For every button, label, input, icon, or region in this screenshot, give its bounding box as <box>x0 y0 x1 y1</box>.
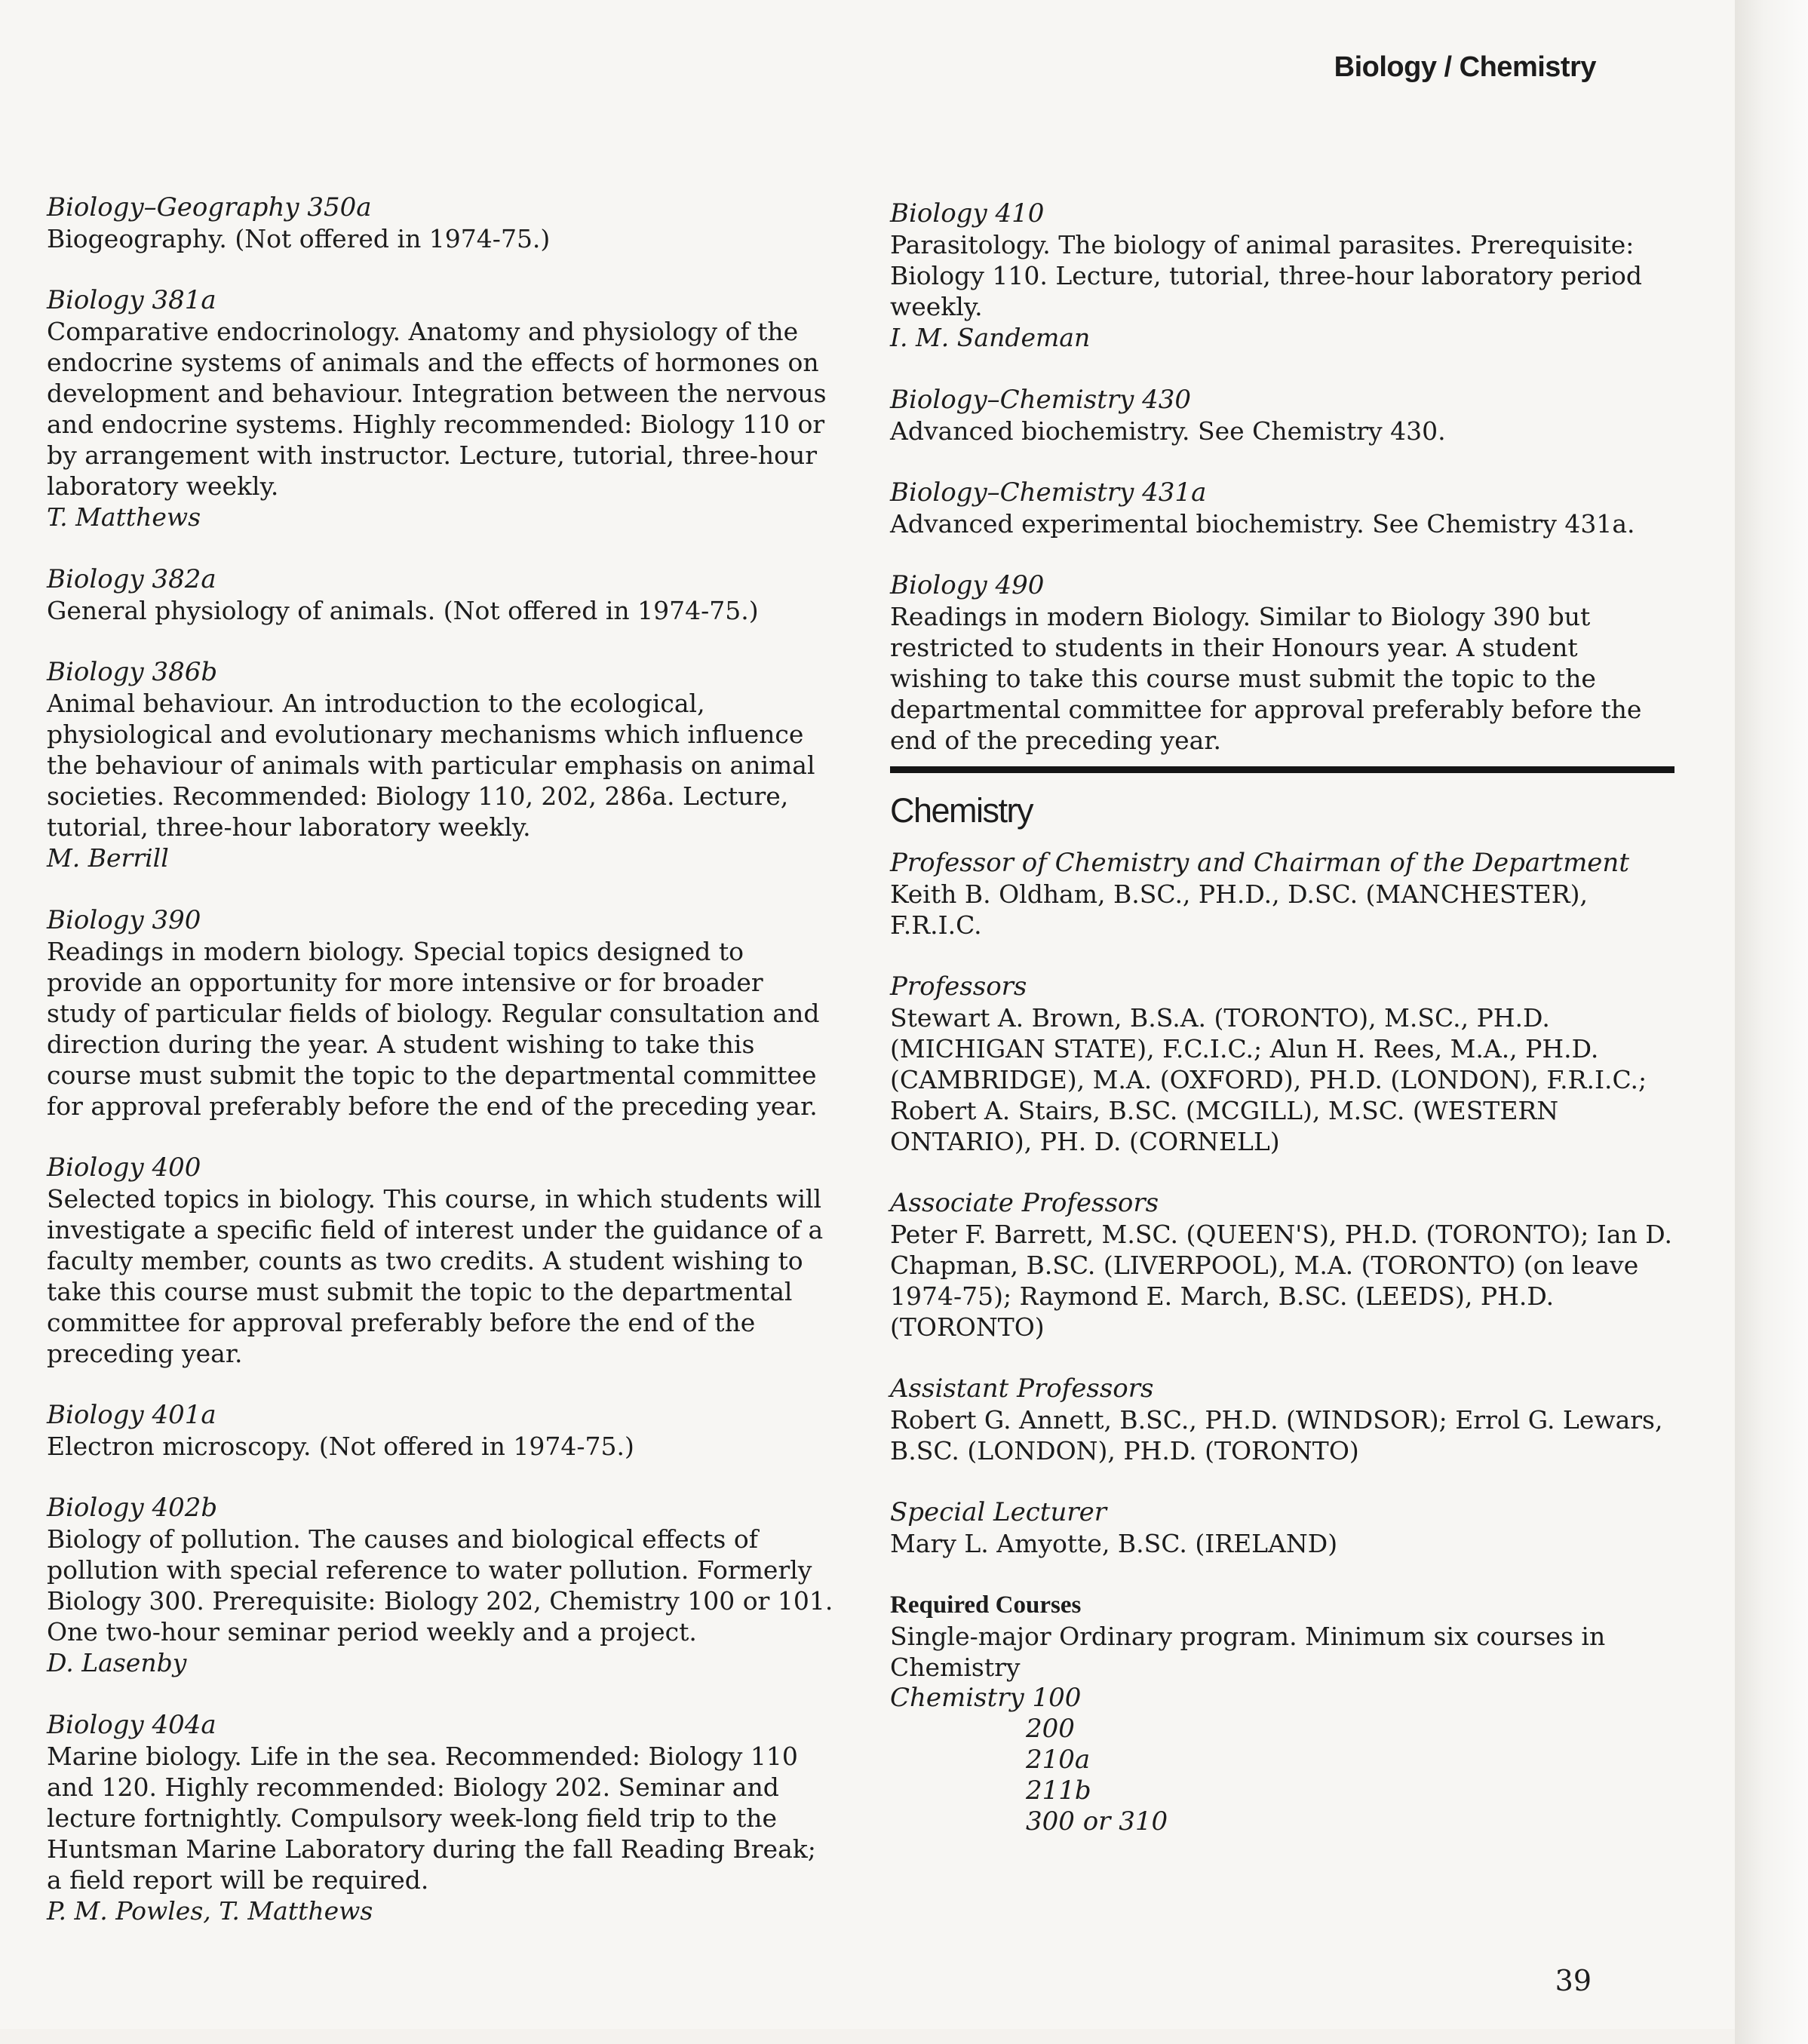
required-course-item: 200 <box>1026 1714 1075 1744</box>
course-entry <box>47 284 835 533</box>
course-entry <box>47 1152 835 1369</box>
page-edge-shadow <box>1735 0 1808 2044</box>
course-entry <box>890 384 1674 447</box>
faculty-chair <box>890 847 1674 941</box>
required-course-item: Chemistry 100 <box>890 1683 1082 1713</box>
course-description: Electron microscopy. (Not offered in 1974-75.) <box>47 1432 634 1461</box>
course-description: Biology of pollution. The causes and biological effects of pollution with special reference to water pollution. Formerly Biology 300. Prerequisite: Biology 202, Chemistry 100 or 101. One two-hour seminar period weekly and a project. <box>47 1524 833 1647</box>
running-head: Biology / Chemistry <box>1334 51 1596 83</box>
right-column <box>890 198 1674 1868</box>
course-code: Biology 410 <box>890 198 1045 229</box>
course-instructor: D. Lasenby <box>47 1648 187 1677</box>
faculty-assistants <box>890 1373 1674 1466</box>
course-description: Parasitology. The biology of animal parasites. Prerequisite: Biology 110. Lecture, tutorial, three-hour laboratory period weekly. <box>890 230 1643 321</box>
course-code: Biology 381a <box>47 285 216 315</box>
course-code: Biology–Chemistry 430 <box>890 385 1192 415</box>
page-number: 39 <box>1555 1964 1592 1997</box>
course-description: Animal behaviour. An introduction to the ecological, physiological and evolutionary mechanisms which influence the behaviour of animals with particular emphasis on animal societies. Recommended: Biology 110, 202, 286a. Lecture, tutorial, three-hour laboratory weekly. <box>47 689 815 842</box>
faculty-names: Peter F. Barrett, M.SC. (QUEEN'S), PH.D. (TORONTO); Ian D. Chapman, B.SC. (LIVERPOOL), M.A. (TORONTO) (on leave 1974-75); Raymond E. March, B.SC. (LEEDS), PH.D. (TORONTO) <box>890 1220 1673 1342</box>
faculty-role: Special Lecturer <box>890 1497 1107 1527</box>
course-entry <box>890 198 1674 354</box>
section-divider <box>890 766 1674 773</box>
course-code: Biology 490 <box>890 570 1045 600</box>
course-instructor: I. M. Sandeman <box>890 323 1091 352</box>
course-entry <box>47 1399 835 1462</box>
course-description: Selected topics in biology. This course, in which students will investigate a specific field of interest under the guidance of a faculty member, counts as two credits. A student wishing to take this course must submit the topic to the departmental committee for approval preferably before the end of the preceding year. <box>47 1184 824 1368</box>
faculty-role: Professor of Chemistry and Chairman of the Department <box>890 848 1629 878</box>
course-instructor: P. M. Powles, T. Matthews <box>47 1896 373 1926</box>
required-course-item: 300 or 310 <box>1026 1806 1168 1837</box>
required-courses-list <box>890 1683 1674 1837</box>
faculty-professors <box>890 971 1674 1157</box>
course-description: Advanced biochemistry. See Chemistry 430. <box>890 416 1446 446</box>
course-description: Biogeography. (Not offered in 1974-75.) <box>47 224 551 253</box>
faculty-role: Assistant Professors <box>890 1373 1154 1404</box>
left-column <box>47 192 835 1957</box>
course-entry <box>47 563 835 626</box>
faculty-lecturer <box>890 1496 1674 1559</box>
course-instructor: T. Matthews <box>47 502 201 532</box>
course-description: Marine biology. Life in the sea. Recommended: Biology 110 and 120. Highly recommended: Biology 202. Seminar and lecture fortnightly. Compulsory week-long field trip to the Huntsman Marine Laboratory during the fall Reading Break; a field report will be required. <box>47 1742 816 1895</box>
course-description: Advanced experimental biochemistry. See Chemistry 431a. <box>890 509 1635 539</box>
faculty-names: Stewart A. Brown, B.S.A. (TORONTO), M.SC., PH.D. (MICHIGAN STATE), F.C.I.C.; Alun H. Rees, M.A., PH.D. (CAMBRIDGE), M.A. (OXFORD), PH.D. (LONDON), F.R.I.C.; Robert A. Stairs, B.SC. (MCGILL), M.SC. (WESTERN ONTARIO), PH. D. (CORNELL) <box>890 1003 1647 1156</box>
course-entry <box>47 192 835 254</box>
course-entry <box>47 1492 835 1679</box>
course-entry <box>47 656 835 874</box>
course-entry <box>47 1709 835 1927</box>
required-course-item: 210a <box>1026 1745 1091 1775</box>
required-course-item: 211b <box>1026 1775 1091 1806</box>
course-description: Readings in modern Biology. Similar to Biology 390 but restricted to students in their Honours year. A student wishing to take this course must submit the topic to the departmental committee for approval preferably before the end of the preceding year. <box>890 602 1642 755</box>
course-code: Biology 386b <box>47 657 218 687</box>
course-code: Biology 390 <box>47 905 201 935</box>
course-description: Comparative endocrinology. Anatomy and physiology of the endocrine systems of animals and the effects of hormones on development and behaviour. Integration between the nervous and endocrine systems. Highly recommended: Biology 110 or by arrangement with instructor. Lecture, tutorial, three-hour laboratory weekly. <box>47 317 827 501</box>
course-description: General physiology of animals. (Not offered in 1974-75.) <box>47 596 759 625</box>
course-entry <box>47 904 835 1122</box>
course-entry <box>890 569 1674 756</box>
course-code: Biology 400 <box>47 1152 201 1183</box>
faculty-names: Mary L. Amyotte, B.SC. (IRELAND) <box>890 1529 1338 1558</box>
required-courses-text: Single-major Ordinary program. Minimum six courses in Chemistry <box>890 1622 1606 1682</box>
required-courses <box>890 1589 1674 1837</box>
required-courses-heading: Required Courses <box>890 1591 1082 1619</box>
course-code: Biology–Chemistry 431a <box>890 477 1207 508</box>
faculty-role: Professors <box>890 971 1027 1002</box>
faculty-role: Associate Professors <box>890 1188 1159 1218</box>
course-code: Biology 382a <box>47 564 216 594</box>
course-description: Readings in modern biology. Special topics designed to provide an opportunity for more intensive or for broader study of particular fields of biology. Regular consultation and direction during the year. A student wishing to take this course must submit the topic to the departmental committee for approval preferably before the end of the preceding year. <box>47 937 820 1121</box>
faculty-associates <box>890 1187 1674 1343</box>
course-code: Biology–Geography 350a <box>47 192 372 223</box>
section-title: Chemistry <box>890 791 1033 830</box>
course-instructor: M. Berrill <box>47 843 169 873</box>
faculty-names: Robert G. Annett, B.SC., PH.D. (WINDSOR); Errol G. Lewars, B.SC. (LONDON), PH.D. (TORONTO) <box>890 1405 1663 1465</box>
course-entry <box>890 477 1674 539</box>
faculty-names: Keith B. Oldham, B.SC., PH.D., D.SC. (MANCHESTER), F.R.I.C. <box>890 879 1588 940</box>
course-code: Biology 401a <box>47 1400 216 1430</box>
course-code: Biology 404a <box>47 1710 216 1740</box>
course-code: Biology 402b <box>47 1493 218 1523</box>
